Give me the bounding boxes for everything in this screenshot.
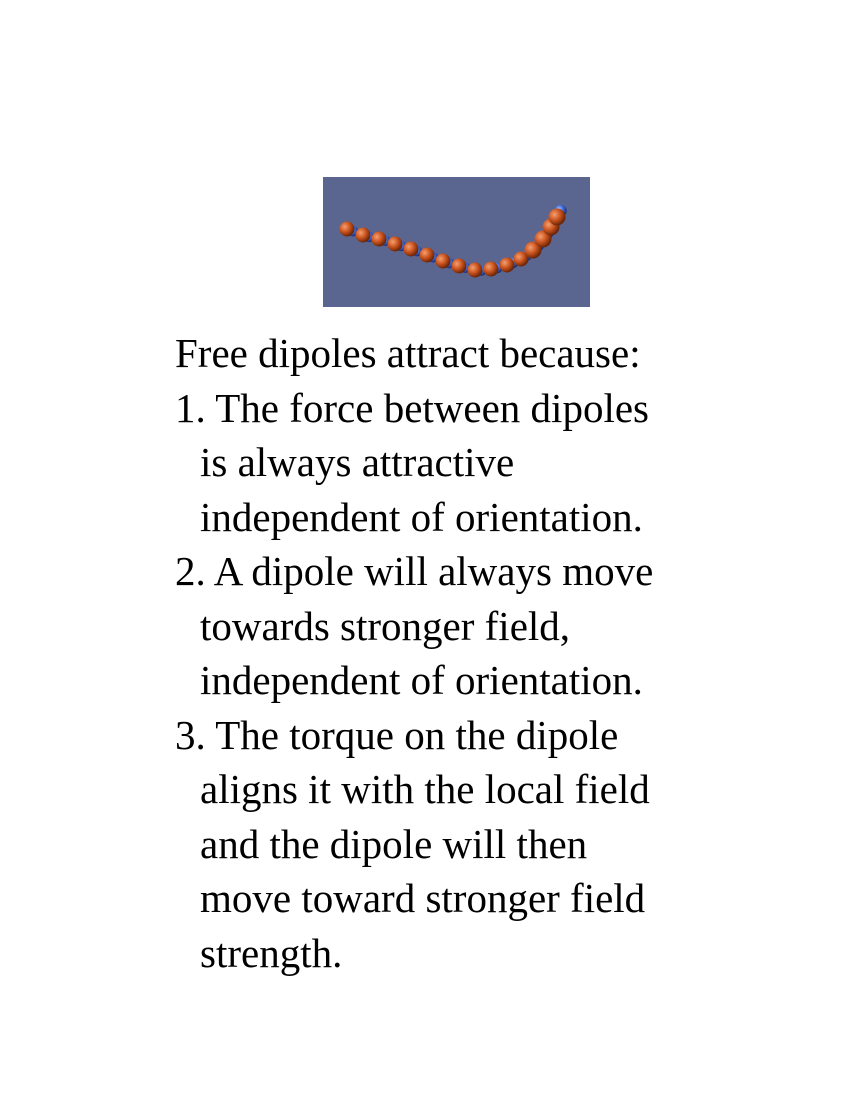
dipole-positive-end [404, 242, 419, 257]
dipole-positive-end [468, 263, 483, 278]
question-heading: Free dipoles attract because: [175, 330, 641, 376]
option-line: 2. A dipole will always move [175, 548, 654, 594]
dipole-positive-end [452, 259, 467, 274]
dipole-chain-icon [323, 177, 590, 307]
dipole-positive-end [484, 262, 499, 277]
answer-option-2[interactable] [175, 544, 815, 708]
dipole-positive-end [372, 232, 387, 247]
option-line: independent of orientation. [200, 657, 643, 703]
dipole-positive-end [388, 237, 403, 252]
option-line: independent of orientation. [200, 493, 643, 540]
dipole-positive-end [436, 254, 451, 269]
option-line: and the dipole will then [200, 820, 588, 867]
dipole-chain-figure [323, 177, 590, 307]
option-line: is always attractive [200, 439, 515, 485]
dipole-positive-end [356, 228, 371, 243]
option-line: 3. The torque on the dipole [175, 711, 619, 758]
dipole-positive-end [500, 258, 515, 273]
option-line: aligns it with the local field [200, 766, 650, 812]
option-line: 1. The force between dipoles [175, 384, 649, 431]
answer-list [175, 381, 815, 981]
option-line: strength. [200, 929, 343, 976]
answer-option-1[interactable] [175, 381, 815, 545]
answer-option-3[interactable] [175, 708, 815, 981]
dipole-positive-end [340, 222, 355, 237]
question-text [175, 326, 815, 980]
dipole-positive-end [549, 209, 566, 226]
dipole-positive-end [420, 248, 435, 263]
option-line: towards stronger field, [200, 602, 571, 649]
option-line: move toward stronger field [200, 875, 646, 921]
